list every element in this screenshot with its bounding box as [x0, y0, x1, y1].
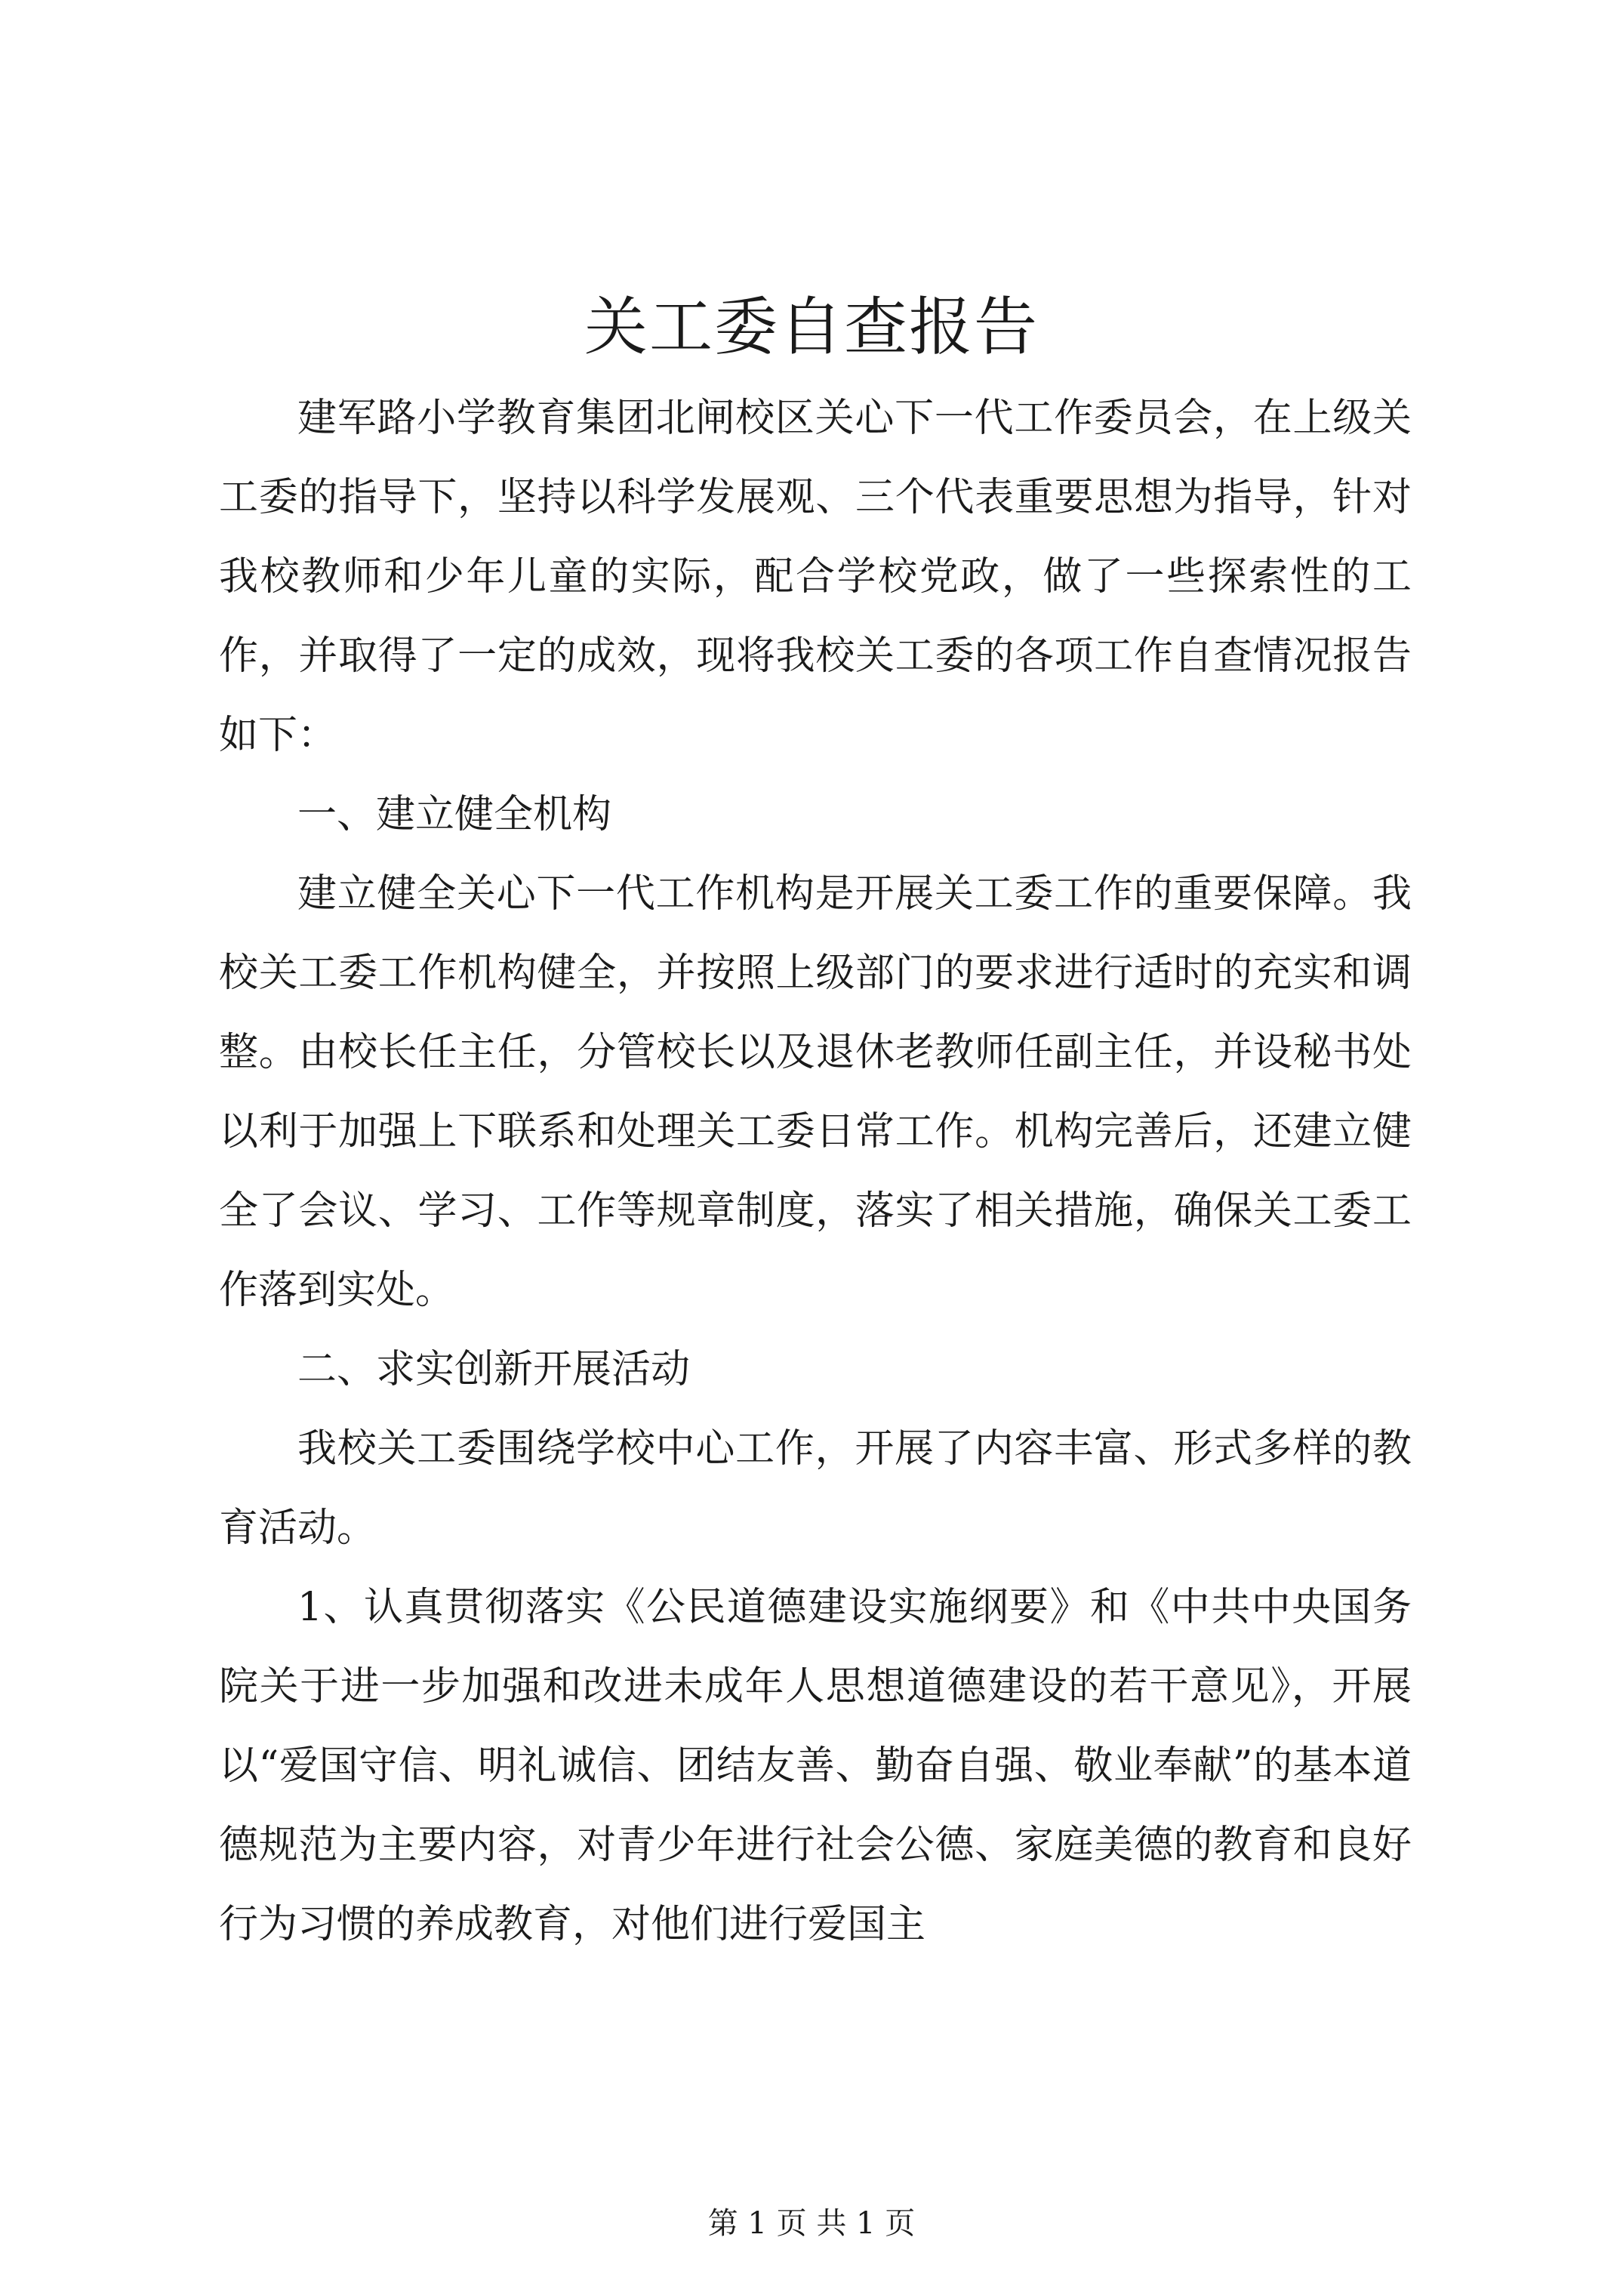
page-footer: 第 1 页 共 1 页	[707, 2206, 916, 2241]
section-2-item-1-paragraph: 1、认真贯彻落实《公民道德建设实施纲要》和《中共中央国务院关于进一步加强和改进未成年人思想道德建设的若干意见》，开展以“爱国守信、明礼诚信、团结友善、勤奋自强、敬业奉献”的基本道德规范为主要内容，对青少年进行社会公德、家庭美德的教育和良好行为习惯的养成教育，对他们进行爱国主	[219, 1585, 1412, 1947]
section-heading-2: 二、求实创新开展活动	[297, 1347, 691, 1392]
intro-paragraph: 建军路小学教育集团北闸校区关心下一代工作委员会，在上级关工委的指导下，坚持以科学发展观、三个代表重要思想为指导，针对我校教师和少年儿童的实际，配合学校党政，做了一些探索性的工作，并取得了一定的成效，现将我校关工委的各项工作自查情况报告如下：	[219, 396, 1412, 758]
section-1-paragraph: 建立健全关心下一代工作机构是开展关工委工作的重要保障。我校关工委工作机构健全，并按照上级部门的要求进行适时的充实和调整。由校长任主任，分管校长以及退休老教师任副主任，并设秘书处以利于加强上下联系和处理关工委日常工作。机构完善后，还建立健全了会议、学习、工作等规章制度，落实了相关措施，确保关工委工作落到实处。	[219, 871, 1412, 1313]
document-body	[219, 379, 1412, 1965]
section-2-paragraph: 我校关工委围绕学校中心工作，开展了内容丰富、形式多样的教育活动。	[219, 1426, 1412, 1551]
section-heading-1: 一、建立健全机构	[297, 792, 612, 837]
document-title: 关工委自查报告	[584, 290, 1039, 364]
